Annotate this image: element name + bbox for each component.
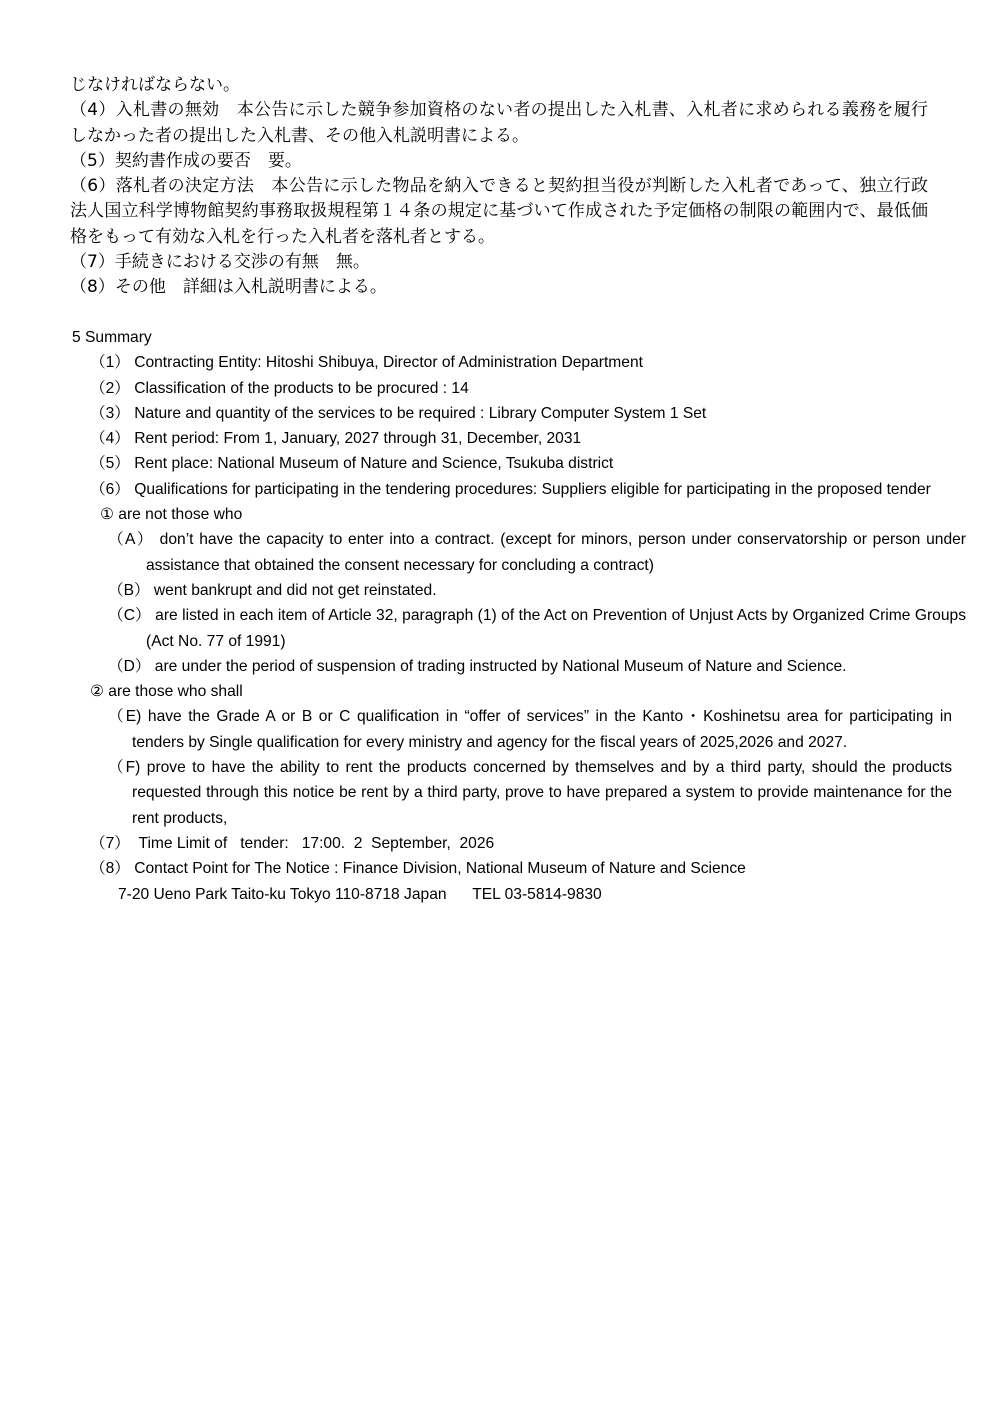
summary-item-contracting-entity: （1） Contracting Entity: Hitoshi Shibuya, Director of Administration Department xyxy=(90,354,643,372)
qualification-item-e: （E) have the Grade A or B or C qualification in “offer of services” in the Kanto・Koshinetsu area for participating in tenders by Single qualification for every ministry and agency for the fiscal years of 2025,2026 and 2027. xyxy=(108,708,952,751)
summary-item-rent-place: （5） Rent place: National Museum of Nature and Science, Tsukuba district xyxy=(90,455,614,473)
jp-paragraph-contract-document: （5）契約書作成の要否 要。 xyxy=(70,150,302,171)
english-summary xyxy=(72,325,966,907)
qualification-group-those-who-shall: ② are those who shall xyxy=(90,683,243,701)
summary-item-classification: （2） Classification of the products to be procured : 14 xyxy=(90,379,469,397)
qualification-item-d: （D） are under the period of suspension of trading instructed by National Museum of Nature and Science. xyxy=(108,657,847,675)
summary-item-rent-period: （4） Rent period: From 1, January, 2027 through 31, December, 2031 xyxy=(90,430,582,448)
summary-item-nature-quantity: （3） Nature and quantity of the services to be required : Library Computer System 1 Set xyxy=(90,404,707,422)
summary-item-contact-point: （8） Contact Point for The Notice : Finance Division, National Museum of Nature and Science xyxy=(90,860,746,878)
qualification-item-b: （B） went bankrupt and did not get reinstated. xyxy=(108,581,437,599)
qualification-item-a: （A） don’t have the capacity to enter into a contract. (except for minors, person under conservatorship or person under assistance that obtained the consent necessary for concluding a contract) xyxy=(108,531,966,574)
summary-item-time-limit: （7） Time Limit of tender: 17:00. 2 September, 2026 xyxy=(90,834,495,852)
jp-paragraph-other: （8）その他 詳細は入札説明書による。 xyxy=(70,277,387,298)
summary-item-qualifications: （6） Qualifications for participating in the tendering procedures: Suppliers eligible for participating in the proposed tender xyxy=(90,480,931,498)
jp-paragraph-winner-decision: （6）落札者の決定方法 本公告に示した物品を納入できると契約担当役が判断した入札者であって、独立行政法人国立科学博物館契約事務取扱規程第１４条の規定に基づいて作成された予定価格の制限の範囲内で、最低価格をもって有効な入札を行った入札者を落札者とする。 xyxy=(70,176,928,247)
qualification-item-f: （F) prove to have the ability to rent the products concerned by themselves and by a third party, should the products requested through this notice be rent by a third party, prove to have prepared a system to provide maintenance for the rent products, xyxy=(108,759,952,827)
qualification-item-c: （C） are listed in each item of Article 32, paragraph (1) of the Act on Prevention of Unjust Acts by Organized Crime Groups (Act No. 77 of 1991) xyxy=(108,607,966,650)
contact-address: 7-20 Ueno Park Taito-ku Tokyo 110-8718 Japan TEL 03-5814-9830 xyxy=(118,885,602,903)
summary-heading: 5 Summary xyxy=(72,329,152,346)
qualification-group-not-those: ① are not those who xyxy=(100,506,243,524)
jp-paragraph-continuation: じなければならない。 xyxy=(70,75,240,95)
jp-paragraph-invalid-bids: （4）入札書の無効 本公告に示した競争参加資格のない者の提出した入札書、入札者に求められる義務を履行しなかった者の提出した入札書、その他入札説明書による。 xyxy=(70,100,928,146)
japanese-section xyxy=(70,73,928,301)
jp-paragraph-negotiation: （7）手続きにおける交渉の有無 無。 xyxy=(70,252,370,273)
